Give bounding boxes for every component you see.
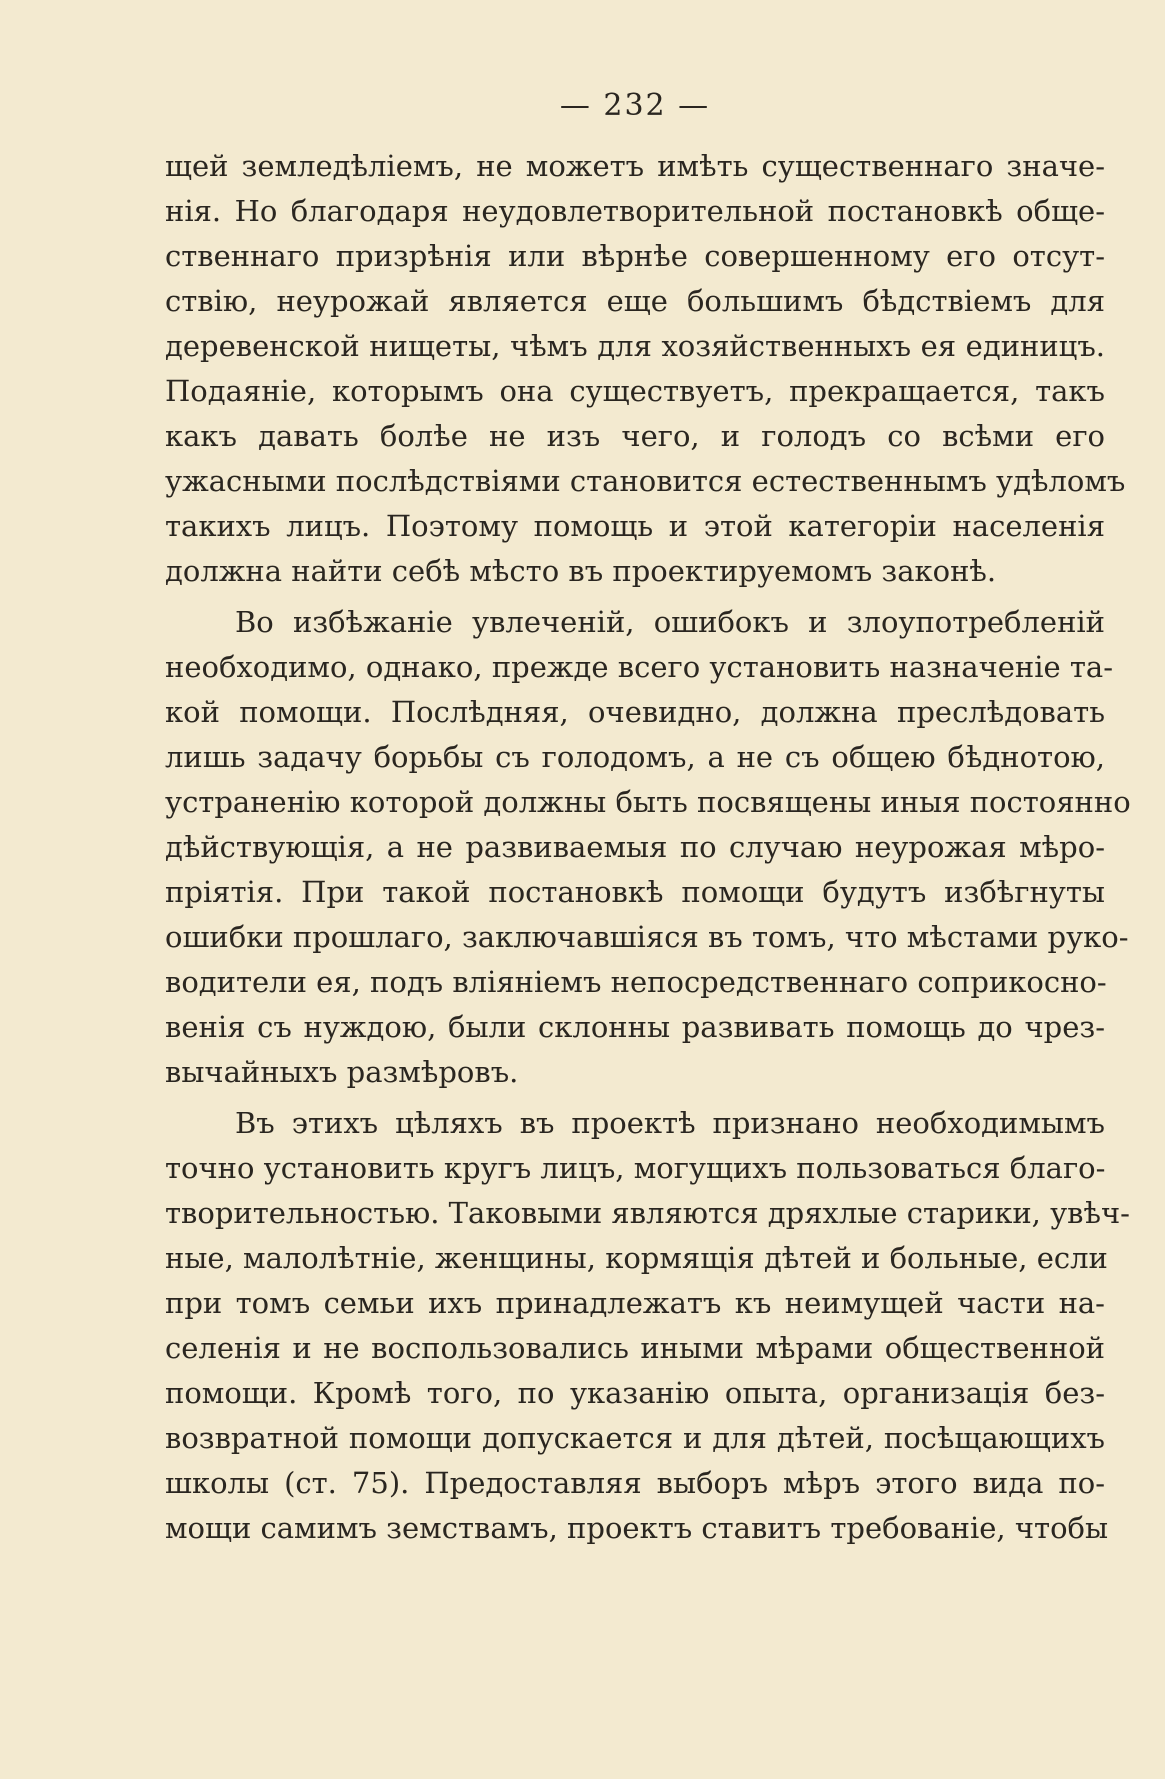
text-line: помощи. Кромѣ того, по указанію опыта, организація без- [165,1376,1105,1410]
text-line: мощи самимъ земствамъ, проектъ ставитъ требованіе, чтобы [165,1511,1109,1545]
text-line: вычайныхъ размѣровъ. [165,1055,519,1089]
text-line: деревенской нищеты, чѣмъ для хозяйственныхъ ея единицъ. [165,329,1105,363]
text-line: щей земледѣліемъ, не можетъ имѣть существеннаго значе- [165,149,1105,183]
text-line: возвратной помощи допускается и для дѣтей, посѣщающихъ [165,1421,1105,1455]
text-line: такихъ лицъ. Поэтому помощь и этой категоріи населенія [165,509,1105,543]
text-line: селенія и не воспользовались иными мѣрами общественной [165,1331,1105,1365]
text-line: какъ давать болѣе не изъ чего, и голодъ со всѣми его [165,419,1105,453]
body-text [165,144,1131,1551]
text-line: точно установить кругъ лицъ, могущихъ пользоваться благо- [165,1151,1106,1185]
text-line: кой помощи. Послѣдняя, очевидно, должна преслѣдовать [165,695,1105,729]
text-line: Во избѣжаніе увлеченій, ошибокъ и злоупотребленій [235,605,1105,639]
text-line: лишь задачу борьбы съ голодомъ, а не съ общею бѣднотою, [165,740,1105,774]
text-line: должна найти себѣ мѣсто въ проектируемомъ законѣ. [165,554,997,588]
paragraph [165,1101,1130,1551]
paragraph [165,600,1131,1095]
text-line: пріятія. При такой постановкѣ помощи будутъ избѣгнуты [165,875,1105,909]
text-line: творительностью. Таковыми являются дряхлые старики, увѣч- [165,1196,1130,1230]
text-line: нія. Но благодаря неудовлетворительной постановкѣ обще- [165,194,1105,228]
page-number: — 232 — [559,88,711,123]
text-line: при томъ семьи ихъ принадлежатъ къ неимущей части на- [165,1286,1105,1320]
text-line: устраненію которой должны быть посвящены иныя постоянно [165,785,1131,819]
text-line: венія съ нуждою, были склонны развивать помощь до чрез- [165,1010,1105,1044]
text-line: ственнаго призрѣнія или вѣрнѣе совершенному его отсут- [165,239,1105,273]
text-line: ствію, неурожай является еще большимъ бѣдствіемъ для [165,284,1105,318]
text-line: водители ея, подъ вліяніемъ непосредственнаго соприкосно- [165,965,1107,999]
text-line: дѣйствующія, а не развиваемыя по случаю неурожая мѣро- [165,830,1105,864]
text-line: ужасными послѣдствіями становится естественнымъ удѣломъ [165,464,1126,498]
text-line: Въ этихъ цѣляхъ въ проектѣ признано необходимымъ [235,1106,1105,1140]
text-line: необходимо, однако, прежде всего установить назначеніе та- [165,650,1114,684]
text-line: ошибки прошлаго, заключавшіяся въ томъ, что мѣстами руко- [165,920,1129,954]
text-line: школы (ст. 75). Предоставляя выборъ мѣръ этого вида по- [165,1466,1105,1500]
text-line: ные, малолѣтніе, женщины, кормящія дѣтей и больные, если [165,1241,1108,1275]
text-line: Подаяніе, которымъ она существуетъ, прекращается, такъ [165,374,1105,408]
paragraph [165,144,1126,594]
